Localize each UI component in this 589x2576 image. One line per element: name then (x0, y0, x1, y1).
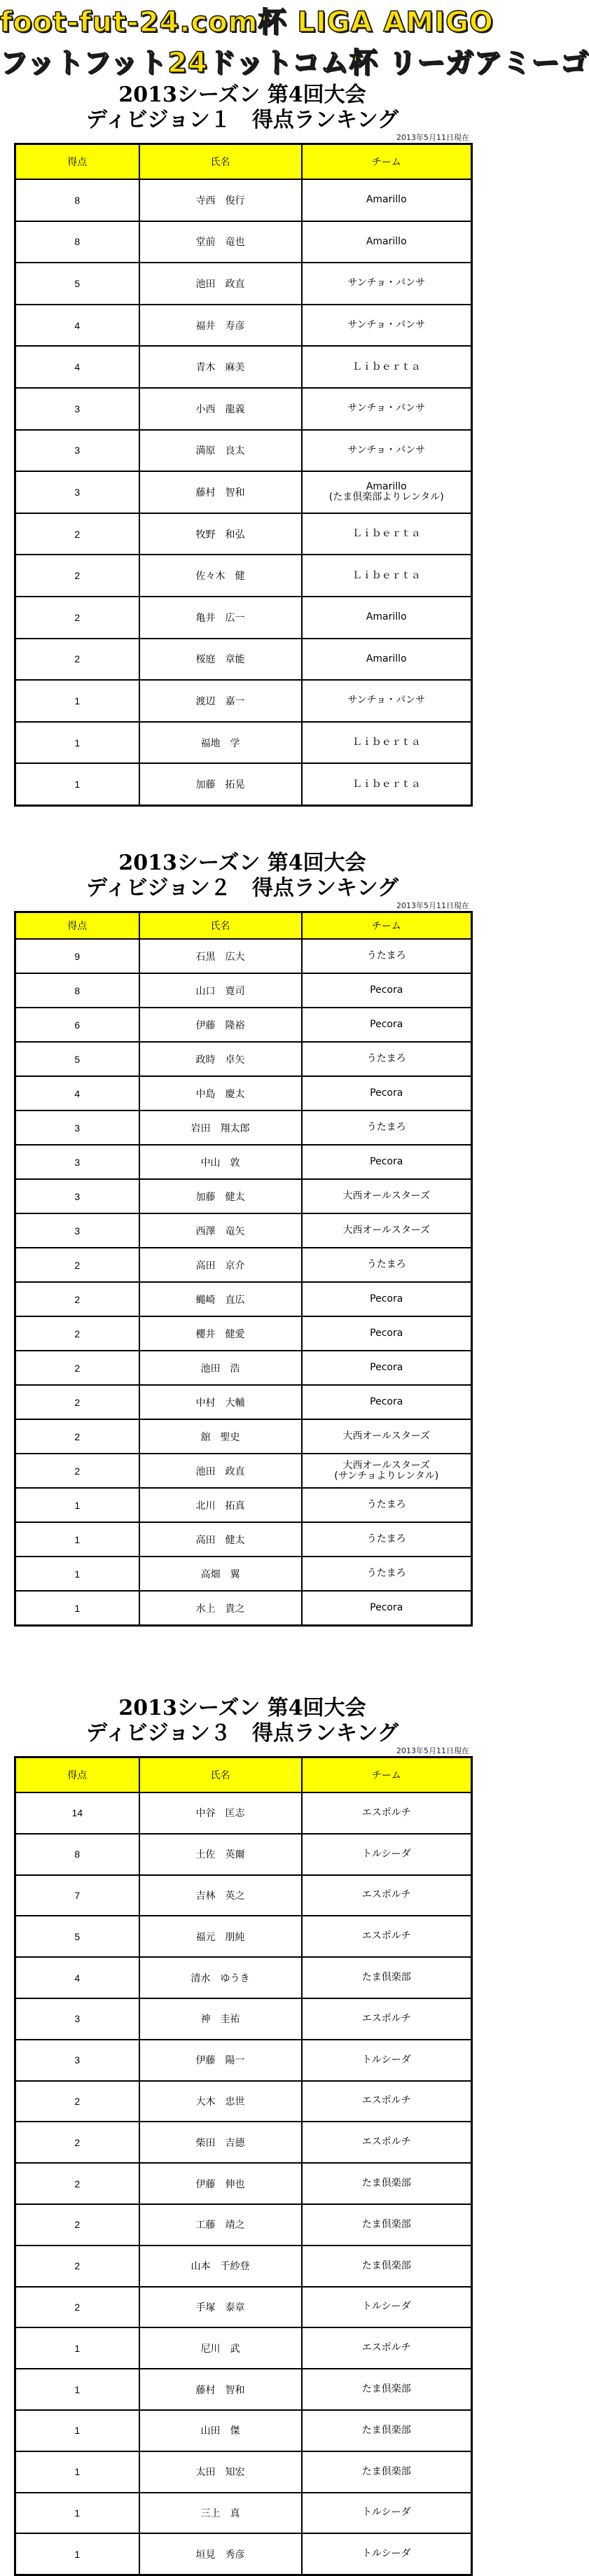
score-cell: 4 (15, 305, 139, 347)
team-cell: たま倶楽部 (302, 2410, 472, 2451)
column-header-score: 得点 (15, 1757, 139, 1793)
as-of-date: 2013年5月11日現在 (396, 133, 469, 142)
team-cell: トルシーダ (302, 2493, 472, 2534)
table-row (15, 1591, 472, 1626)
score-cell: 1 (15, 1488, 139, 1522)
score-cell: 2 (15, 1248, 139, 1282)
score-cell: 3 (15, 1998, 139, 2040)
player-name-cell: 高田 京介 (139, 1248, 302, 1282)
table-row (15, 513, 472, 555)
team-cell: エスポルチ (302, 2327, 472, 2369)
table-row (15, 2246, 472, 2287)
score-cell: 3 (15, 2040, 139, 2081)
team-cell: Amarillo (302, 179, 472, 221)
player-name-cell: 山田 傑 (139, 2410, 302, 2451)
score-cell: 2 (15, 1351, 139, 1385)
table-row (15, 1179, 472, 1213)
score-cell: 8 (15, 973, 139, 1008)
player-name-cell: 舘 聖史 (139, 1419, 302, 1454)
score-cell: 5 (15, 263, 139, 305)
team-cell: Pecora (302, 1282, 472, 1316)
table-row (15, 1316, 472, 1351)
score-cell: 3 (15, 471, 139, 513)
team-cell: Ｌｉｂｅｒｔａ (302, 346, 472, 388)
team-cell: Pecora (302, 1591, 472, 1626)
score-cell: 5 (15, 1916, 139, 1957)
score-cell: 1 (15, 722, 139, 764)
score-cell: 14 (15, 1792, 139, 1834)
score-cell: 2 (15, 1316, 139, 1351)
table-header-row (15, 144, 472, 180)
table-row (15, 305, 472, 347)
score-cell: 9 (15, 939, 139, 973)
table-row (15, 1834, 472, 1875)
score-cell: 1 (15, 2327, 139, 2369)
table-row (15, 1875, 472, 1916)
player-name-cell: 藤村 智和 (139, 471, 302, 513)
team-cell: Amarillo (たま倶楽部よりレンタル) (302, 471, 472, 513)
team-cell: 大西オールスターズ (302, 1419, 472, 1454)
score-cell: 2 (15, 1454, 139, 1488)
team-cell: トルシーダ (302, 1834, 472, 1875)
score-cell: 2 (15, 513, 139, 555)
player-name-cell: 岩田 翔太郎 (139, 1111, 302, 1145)
player-name-cell: 政時 卓矢 (139, 1042, 302, 1076)
player-name-cell: 高畑 翼 (139, 1557, 302, 1591)
score-cell: 1 (15, 763, 139, 805)
score-cell: 5 (15, 1042, 139, 1076)
score-cell: 1 (15, 2451, 139, 2493)
player-name-cell: 蝿崎 直広 (139, 1282, 302, 1316)
column-header-name: 氏名 (139, 912, 302, 940)
player-name-cell: 櫻井 健愛 (139, 1316, 302, 1351)
team-cell: トルシーダ (302, 2287, 472, 2328)
player-name-cell: 堂前 竜也 (139, 221, 302, 263)
score-cell: 2 (15, 2163, 139, 2204)
score-cell: 1 (15, 2410, 139, 2451)
division-title-line2: ディビジョン１ 得点ランキング (85, 108, 399, 132)
score-cell: 2 (15, 1385, 139, 1419)
player-name-cell: 高田 健太 (139, 1522, 302, 1557)
table-row (15, 221, 472, 263)
table-row (15, 346, 472, 388)
player-name-cell: 加藤 拓晃 (139, 763, 302, 805)
division-title-line1: 2013シーズン 第4回大会 (118, 1696, 366, 1720)
score-cell: 1 (15, 1557, 139, 1591)
team-cell: サンチョ・パンサ (302, 430, 472, 472)
column-header-team: チーム (302, 912, 472, 940)
table-row (15, 1454, 472, 1488)
player-name-cell: 中島 慶太 (139, 1076, 302, 1111)
team-cell: 大西オールスターズ (302, 1179, 472, 1213)
table-row (15, 1522, 472, 1557)
scoring-table (14, 911, 473, 1627)
division-2-section (0, 851, 485, 1627)
team-cell: Pecora (302, 1385, 472, 1419)
team-cell: エスポルチ (302, 1875, 472, 1916)
player-name-cell: 池田 政直 (139, 263, 302, 305)
score-cell: 2 (15, 2122, 139, 2163)
table-row (15, 2081, 472, 2122)
player-name-cell: 池田 政直 (139, 1454, 302, 1488)
column-header-name: 氏名 (139, 144, 302, 180)
table-row (15, 2122, 472, 2163)
team-cell: エスポルチ (302, 1792, 472, 1834)
team-cell: トルシーダ (302, 2040, 472, 2081)
score-cell: 2 (15, 1419, 139, 1454)
table-row (15, 2410, 472, 2451)
team-cell: たま倶楽部 (302, 1957, 472, 1998)
score-cell: 1 (15, 1591, 139, 1626)
table-row (15, 1248, 472, 1282)
player-name-cell: 小西 龍義 (139, 388, 302, 430)
player-name-cell: 山口 寛司 (139, 973, 302, 1008)
score-cell: 2 (15, 2204, 139, 2246)
player-name-cell: 福井 寿彦 (139, 305, 302, 347)
table-row (15, 2204, 472, 2246)
player-name-cell: 吉林 英之 (139, 1875, 302, 1916)
player-name-cell: 尼川 武 (139, 2327, 302, 2369)
column-header-team: チーム (302, 1757, 472, 1793)
score-cell: 2 (15, 639, 139, 681)
score-cell: 3 (15, 430, 139, 472)
table-row (15, 2493, 472, 2534)
column-header-score: 得点 (15, 144, 139, 180)
score-cell: 2 (15, 1282, 139, 1316)
score-cell: 3 (15, 1145, 139, 1179)
team-cell: Ｌｉｂｅｒｔａ (302, 722, 472, 764)
player-name-cell: 桜庭 章能 (139, 639, 302, 681)
player-name-cell: 寺西 俊行 (139, 179, 302, 221)
score-cell: 4 (15, 346, 139, 388)
team-cell: Pecora (302, 1076, 472, 1111)
team-cell: Pecora (302, 973, 472, 1008)
team-cell: エスポルチ (302, 2081, 472, 2122)
table-row (15, 1042, 472, 1076)
player-name-cell: 三上 真 (139, 2493, 302, 2534)
player-name-cell: 太田 知宏 (139, 2451, 302, 2493)
table-row (15, 1916, 472, 1957)
score-cell: 1 (15, 2369, 139, 2410)
column-header-team: チーム (302, 144, 472, 180)
table-row (15, 1213, 472, 1248)
player-name-cell: 中山 敦 (139, 1145, 302, 1179)
table-row (15, 1488, 472, 1522)
team-cell: Ｌｉｂｅｒｔａ (302, 763, 472, 805)
player-name-cell: 工藤 靖之 (139, 2204, 302, 2246)
table-row (15, 939, 472, 973)
player-name-cell: 亀井 広一 (139, 597, 302, 639)
table-row (15, 263, 472, 305)
team-cell: トルシーダ (302, 2533, 472, 2575)
team-cell: Pecora (302, 1008, 472, 1042)
player-name-cell: 西澤 竜矢 (139, 1213, 302, 1248)
team-cell: たま倶楽部 (302, 2204, 472, 2246)
team-cell: Pecora (302, 1316, 472, 1351)
team-cell: うたまろ (302, 1248, 472, 1282)
column-header-score: 得点 (15, 912, 139, 940)
team-cell: サンチョ・パンサ (302, 263, 472, 305)
player-name-cell: 土佐 英爾 (139, 1834, 302, 1875)
table-row (15, 1008, 472, 1042)
player-name-cell: 加藤 健太 (139, 1179, 302, 1213)
division-title-line1: 2013シーズン 第4回大会 (118, 851, 366, 875)
player-name-cell: 大木 忠世 (139, 2081, 302, 2122)
score-cell: 1 (15, 1522, 139, 1557)
scoring-table (14, 143, 473, 807)
page-title-line1: foot-fut-24.com杯 LIGA AMIGO (0, 6, 494, 39)
player-name-cell: 池田 浩 (139, 1351, 302, 1385)
team-cell: 大西オールスターズ (サンチョよりレンタル) (302, 1454, 472, 1488)
team-cell: Amarillo (302, 221, 472, 263)
player-name-cell: 伊藤 陽一 (139, 2040, 302, 2081)
team-cell: エスポルチ (302, 1916, 472, 1957)
table-row (15, 1145, 472, 1179)
score-cell: 8 (15, 1834, 139, 1875)
table-row (15, 179, 472, 221)
score-cell: 2 (15, 2246, 139, 2287)
score-cell: 1 (15, 2533, 139, 2575)
table-row (15, 471, 472, 513)
table-row (15, 2163, 472, 2204)
team-cell: Amarillo (302, 597, 472, 639)
score-cell: 4 (15, 1076, 139, 1111)
score-cell: 3 (15, 1213, 139, 1248)
table-row (15, 1076, 472, 1111)
table-row (15, 1111, 472, 1145)
player-name-cell: 満原 良太 (139, 430, 302, 472)
score-cell: 1 (15, 2493, 139, 2534)
team-cell: サンチョ・パンサ (302, 680, 472, 722)
division-title-line1: 2013シーズン 第4回大会 (118, 83, 366, 107)
scoring-table (14, 1756, 473, 2576)
player-name-cell: 牧野 和弘 (139, 513, 302, 555)
team-cell: サンチョ・パンサ (302, 305, 472, 347)
table-row (15, 1419, 472, 1454)
score-cell: 2 (15, 555, 139, 597)
score-cell: 8 (15, 221, 139, 263)
player-name-cell: 柴田 吉德 (139, 2122, 302, 2163)
team-cell: うたまろ (302, 1488, 472, 1522)
table-row (15, 2287, 472, 2328)
score-cell: 2 (15, 597, 139, 639)
team-cell: うたまろ (302, 1042, 472, 1076)
team-cell: エスポルチ (302, 2122, 472, 2163)
team-cell: うたまろ (302, 1522, 472, 1557)
score-cell: 8 (15, 179, 139, 221)
score-cell: 2 (15, 2081, 139, 2122)
team-cell: うたまろ (302, 1111, 472, 1145)
page-header (0, 0, 589, 84)
table-header-row (15, 1757, 472, 1793)
table-row (15, 597, 472, 639)
player-name-cell: 福地 学 (139, 722, 302, 764)
team-cell: Ｌｉｂｅｒｔａ (302, 513, 472, 555)
table-row (15, 639, 472, 681)
table-row (15, 680, 472, 722)
table-row (15, 1351, 472, 1385)
player-name-cell: 石黒 広大 (139, 939, 302, 973)
score-cell: 6 (15, 1008, 139, 1042)
division-title-line2: ディビジョン３ 得点ランキング (85, 1721, 399, 1746)
player-name-cell: 伊藤 伸也 (139, 2163, 302, 2204)
page-title-line2: フットフット24ドットコム杯 リーガアミーゴ (0, 47, 589, 79)
player-name-cell: 垣見 秀彦 (139, 2533, 302, 2575)
score-cell: 2 (15, 2287, 139, 2328)
player-name-cell: 中谷 匡志 (139, 1792, 302, 1834)
score-cell: 7 (15, 1875, 139, 1916)
score-cell: 3 (15, 388, 139, 430)
table-row (15, 973, 472, 1008)
column-header-name: 氏名 (139, 1757, 302, 1793)
player-name-cell: 水上 貴之 (139, 1591, 302, 1626)
player-name-cell: 手塚 泰章 (139, 2287, 302, 2328)
as-of-date: 2013年5月11日現在 (396, 1746, 469, 1755)
player-name-cell: 清水 ゆうき (139, 1957, 302, 1998)
table-row (15, 555, 472, 597)
table-row (15, 430, 472, 472)
score-cell: 4 (15, 1957, 139, 1998)
team-cell: Ｌｉｂｅｒｔａ (302, 555, 472, 597)
table-row (15, 1557, 472, 1591)
team-cell: たま倶楽部 (302, 2369, 472, 2410)
player-name-cell: 山本 千紗登 (139, 2246, 302, 2287)
table-row (15, 2040, 472, 2081)
table-row (15, 388, 472, 430)
team-cell: サンチョ・パンサ (302, 388, 472, 430)
table-row (15, 2451, 472, 2493)
player-name-cell: 福元 朋純 (139, 1916, 302, 1957)
division-title-line2: ディビジョン２ 得点ランキング (85, 876, 399, 900)
table-row (15, 763, 472, 805)
division-1-section (0, 83, 485, 807)
team-cell: エスポルチ (302, 1998, 472, 2040)
table-row (15, 722, 472, 764)
team-cell: たま倶楽部 (302, 2246, 472, 2287)
player-name-cell: 渡辺 嘉一 (139, 680, 302, 722)
as-of-date: 2013年5月11日現在 (396, 901, 469, 910)
table-row (15, 1282, 472, 1316)
player-name-cell: 北川 拓真 (139, 1488, 302, 1522)
score-cell: 3 (15, 1179, 139, 1213)
table-row (15, 1385, 472, 1419)
team-cell: Pecora (302, 1145, 472, 1179)
player-name-cell: 神 圭祐 (139, 1998, 302, 2040)
score-cell: 3 (15, 1111, 139, 1145)
player-name-cell: 青木 麻美 (139, 346, 302, 388)
table-row (15, 2533, 472, 2575)
team-cell: たま倶楽部 (302, 2163, 472, 2204)
player-name-cell: 佐々木 健 (139, 555, 302, 597)
table-header-row (15, 912, 472, 940)
score-cell: 1 (15, 680, 139, 722)
table-row (15, 2327, 472, 2369)
team-cell: 大西オールスターズ (302, 1213, 472, 1248)
table-row (15, 2369, 472, 2410)
team-cell: Amarillo (302, 639, 472, 681)
team-cell: たま倶楽部 (302, 2451, 472, 2493)
team-cell: うたまろ (302, 939, 472, 973)
table-row (15, 1792, 472, 1834)
team-cell: Pecora (302, 1351, 472, 1385)
player-name-cell: 伊藤 隆裕 (139, 1008, 302, 1042)
table-row (15, 1957, 472, 1998)
table-row (15, 1998, 472, 2040)
player-name-cell: 中村 大輔 (139, 1385, 302, 1419)
team-cell: うたまろ (302, 1557, 472, 1591)
player-name-cell: 藤村 智和 (139, 2369, 302, 2410)
division-3-section (0, 1696, 485, 2576)
